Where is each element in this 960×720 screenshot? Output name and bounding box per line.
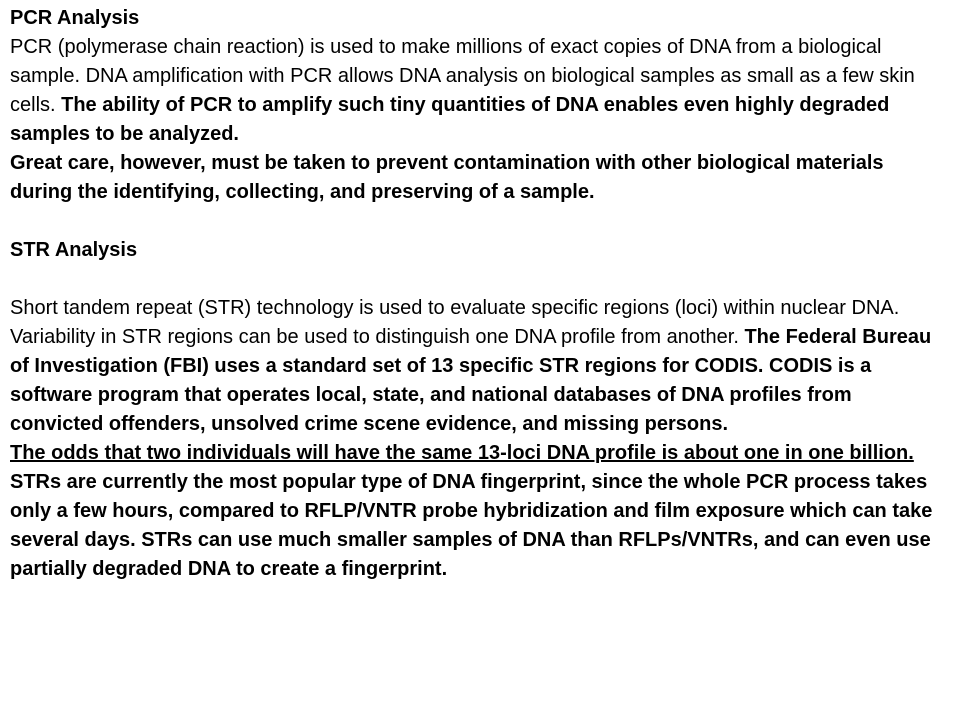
- str-paragraph-bold: The Federal Bureau of Investigation (FBI) uses a standard set of 13 specific STR regions for CODIS. CODIS is a software program that operates local, state, and national databases of DNA profiles from convicted offenders, unsolved crime scene evidence, and missing persons.: [10, 326, 932, 435]
- spacer: [10, 207, 950, 236]
- slide-text: [10, 4, 950, 584]
- str-popularity-note: STRs are currently the most popular type of DNA fingerprint, since the whole PCR process takes only a few hours, compared to RFLP/VNTR probe hybridization and film exposure which can take several days. STRs can use much smaller samples of DNA than RFLPs/VNTRs, and can even use partially degraded DNA to create a fingerprint.: [10, 471, 933, 580]
- spacer: [10, 265, 950, 294]
- pcr-heading: PCR Analysis: [10, 7, 140, 29]
- pcr-paragraph: [10, 33, 950, 149]
- pcr-contamination-note: Great care, however, must be taken to prevent contamination with other biological materials during the identifying, collecting, and preserving of a sample.: [10, 152, 884, 203]
- str-paragraph-plain: Short tandem repeat (STR) technology is used to evaluate specific regions (loci) within nuclear DNA. Variability in STR regions can be used to distinguish one DNA profile from another.: [10, 297, 900, 348]
- pcr-paragraph-plain: PCR (polymerase chain reaction) is used to make millions of exact copies of DNA from a biological sample. DNA amplification with PCR allows DNA analysis on biological samples as small as a few skin cells.: [10, 36, 915, 116]
- str-odds-note: The odds that two individuals will have the same 13-loci DNA profile is about one in one billion.: [10, 442, 914, 464]
- pcr-paragraph-bold: The ability of PCR to amplify such tiny quantities of DNA enables even highly degraded samples to be analyzed.: [10, 94, 890, 145]
- str-paragraph: [10, 294, 950, 439]
- str-heading: STR Analysis: [10, 239, 138, 261]
